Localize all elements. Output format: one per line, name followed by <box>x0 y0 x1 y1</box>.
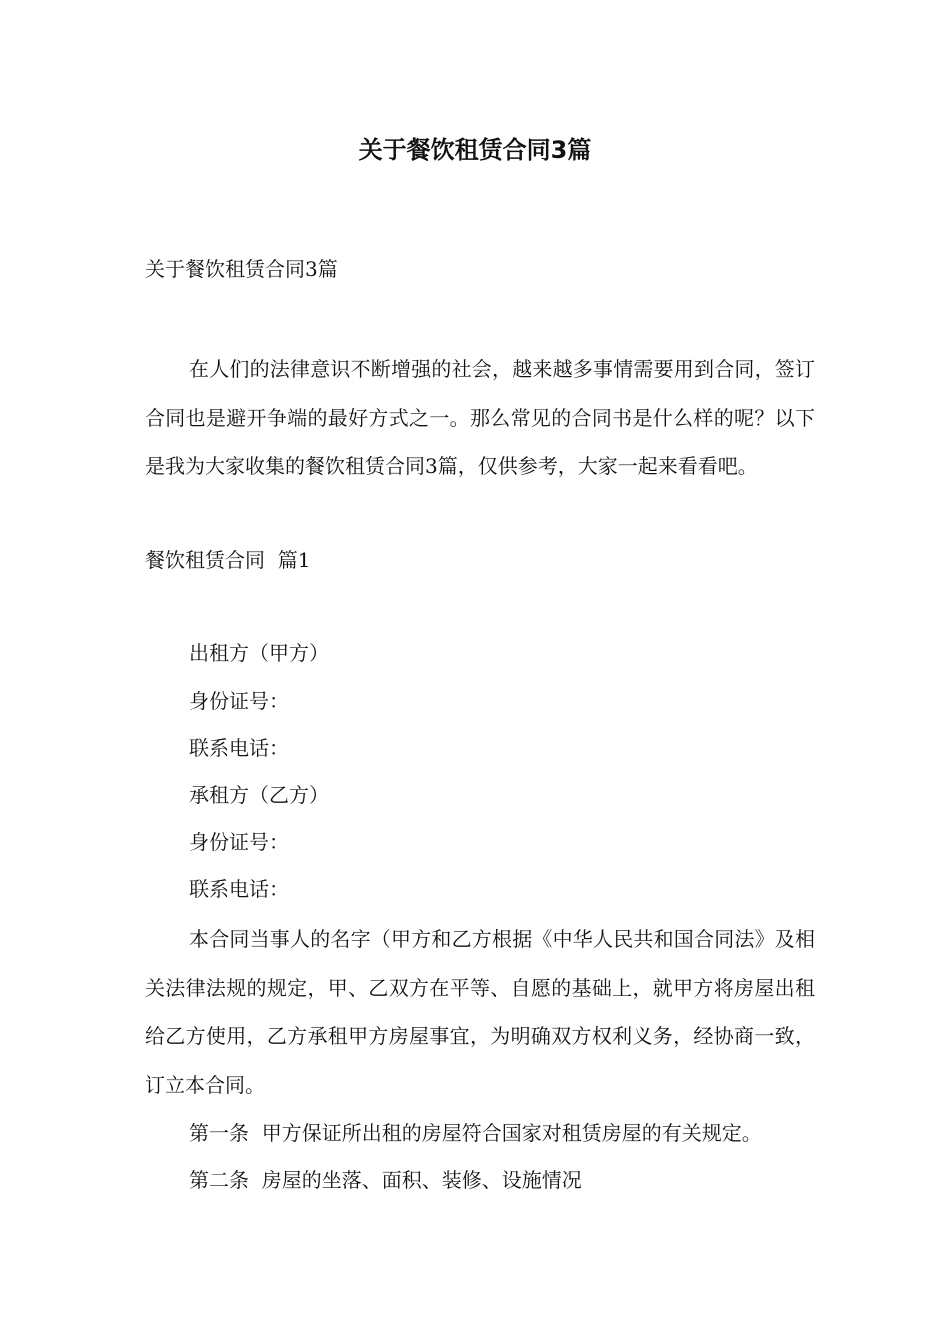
article-2: 第二条 房屋的坐落、面积、装修、设施情况 <box>189 1168 582 1192</box>
lessor-phone-label: 联系电话： <box>189 736 289 760</box>
lessor-label: 出租方（甲方） <box>189 641 329 665</box>
intro-paragraph: 在人们的法律意识不断增强的社会，越来越多事情需要用到合同，签订合同也是避开争端的最好方式之一。那么常见的合同书是什么样的呢？以下是我为大家收集的餐饮租赁合同3篇，仅供参考，大家一起来看看吧。 <box>145 357 815 478</box>
article-1: 第一条 甲方保证所出租的房屋符合国家对租赁房屋的有关规定。 <box>189 1121 762 1145</box>
document-subtitle: 关于餐饮租赁合同3篇 <box>145 257 338 281</box>
lessee-phone-label: 联系电话： <box>189 877 289 901</box>
section-heading: 餐饮租赁合同 篇1 <box>145 548 311 572</box>
contract-preamble-paragraph: 本合同当事人的名字（甲方和乙方根据《中华人民共和国合同法》及相关法律法规的规定，甲、乙双方在平等、自愿的基础上，就甲方将房屋出租给乙方使用，乙方承租甲方房屋事宜，为明确双方权利义务，经协商一致，订立本合同。 <box>145 927 815 1097</box>
document-title: 关于餐饮租赁合同3篇 <box>358 136 592 164</box>
lessee-id-label: 身份证号： <box>189 830 289 854</box>
lessee-label: 承租方（乙方） <box>189 783 329 807</box>
lessor-id-label: 身份证号： <box>189 689 289 713</box>
